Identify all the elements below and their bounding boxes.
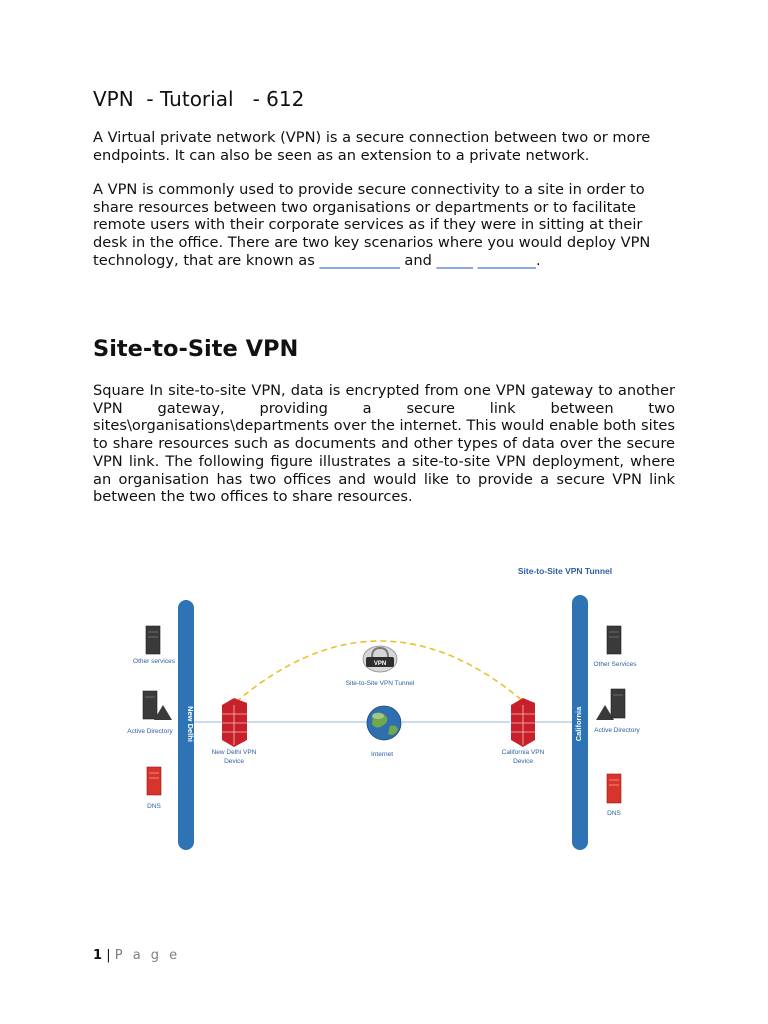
and-word: and (399, 251, 437, 269)
server-icon (607, 626, 621, 654)
firewall-icon (511, 698, 535, 747)
page-number: 1 (93, 948, 103, 963)
globe-icon (367, 706, 401, 740)
left-other-services-label: Other services (133, 658, 175, 665)
right-other-services-label: Other Services (593, 661, 637, 668)
right-device-label-2: Device (513, 758, 533, 765)
tunnel-label: Site-to-Site VPN Tunnel (345, 680, 415, 687)
active-directory-icon (143, 691, 172, 720)
left-device-label-1: New Delhi VPN (211, 749, 257, 756)
server-icon (146, 626, 160, 654)
left-active-directory-label: Active Directory (127, 728, 173, 735)
site-to-site-diagram (110, 560, 650, 860)
right-device-label-1: California VPN (501, 749, 545, 756)
dns-server-icon (607, 774, 621, 803)
scenario-period: . (535, 251, 541, 269)
document-title: VPN - Tutorial - 612 (93, 87, 305, 111)
right-dns-label: DNS (607, 810, 621, 817)
scenario-text: A VPN is commonly used to provide secure connectivity to a site in order to share resources between two organisations or departments or to facilitate remote users with their corporate services as if they were in sitting at their desk in the office. There are two key scenarios where you would deploy VPN technology, that are known as (93, 181, 651, 269)
page-footer (93, 948, 180, 963)
fill-blank-2: _____ ________ (436, 251, 536, 269)
fill-blank-1: ___________ (319, 251, 400, 269)
scenario-paragraph (93, 181, 675, 270)
right-active-directory-label: Active Directory (594, 727, 640, 734)
firewall-icon (222, 698, 247, 747)
footer-separator: | (106, 948, 111, 963)
section-heading: Site-to-Site VPN (93, 336, 299, 362)
left-device-label-2: Device (224, 758, 244, 765)
left-dns-label: DNS (147, 803, 161, 810)
diagram-caption: Site-to-Site VPN Tunnel (517, 566, 613, 576)
dns-server-icon (147, 767, 161, 795)
page-label: P a g e (114, 948, 181, 963)
internet-label: Internet (370, 751, 394, 758)
new-delhi-label: New Delhi (186, 706, 195, 742)
intro-paragraph: A Virtual private network (VPN) is a secure connection between two or more endpoints. It can also be seen as an extension to a private network. (93, 129, 651, 164)
vpn-lock-icon (363, 646, 397, 672)
vpn-badge-text: VPN (373, 661, 387, 667)
active-directory-icon (596, 689, 625, 720)
section-body: Square In site-to-site VPN, data is encrypted from one VPN gateway to another VPN gateway, providing a secure link between two sites\organisations\departments over the internet. This would enable both sites to share resources such as documents and other types of data over the secure VPN link. The following figure illustrates a site-to-site VPN deployment, where an organisation has two offices and would like to provide a secure VPN link between the two offices to share resources. (93, 382, 675, 506)
california-label: California (574, 706, 583, 742)
